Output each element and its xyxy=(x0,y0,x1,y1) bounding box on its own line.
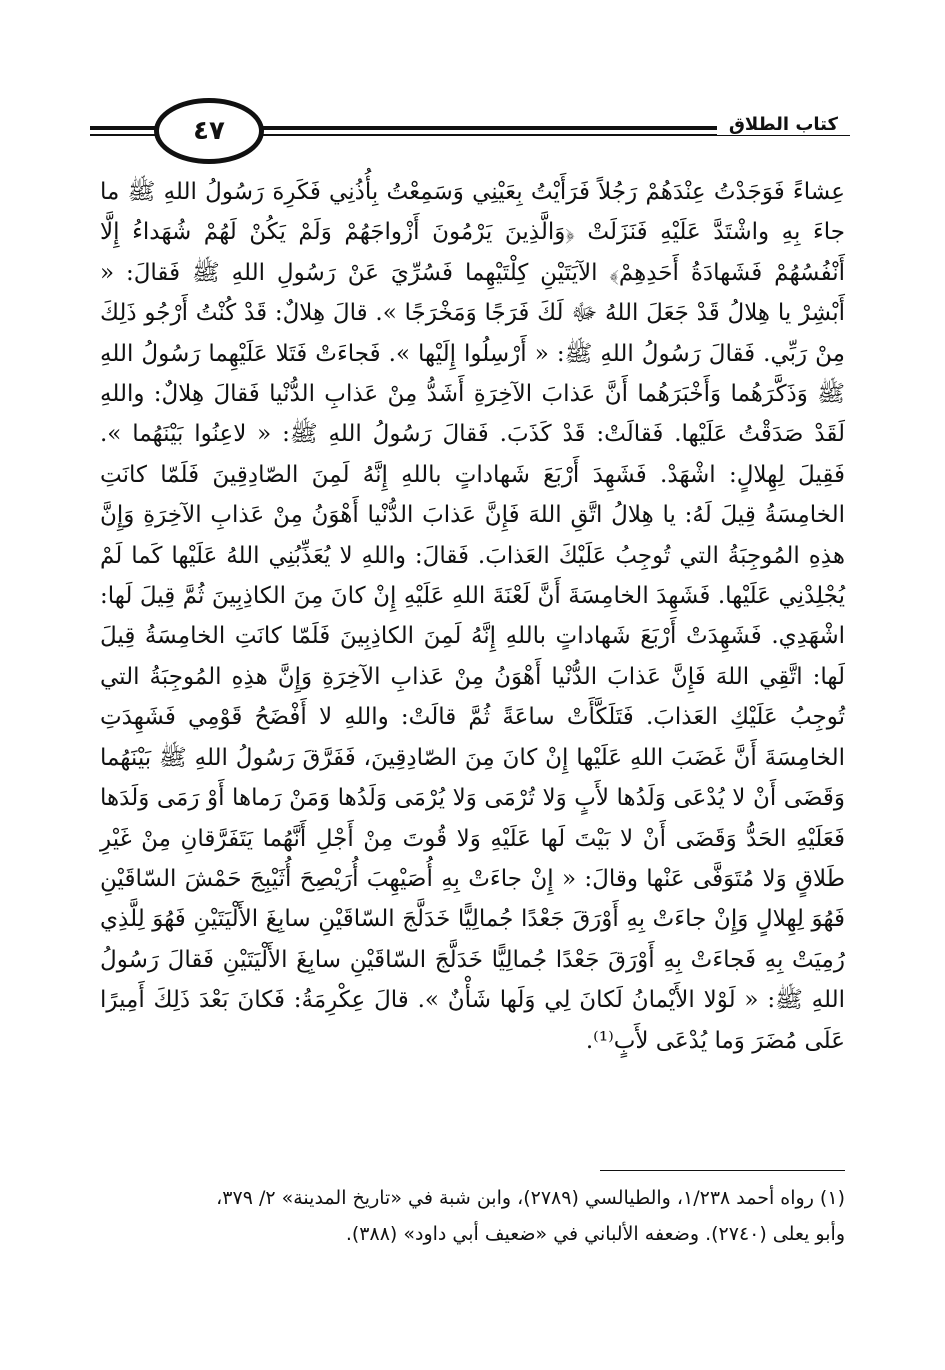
book-title: كتاب الطلاق xyxy=(717,114,850,135)
main-text-block xyxy=(100,172,845,1061)
page-number-oval xyxy=(154,98,264,164)
footnotes xyxy=(100,1180,845,1252)
page-number: ٤٧ xyxy=(193,116,225,146)
footnote-divider xyxy=(600,1170,845,1171)
page-header xyxy=(90,96,850,166)
footnote-line-2: وأبو يعلى (٢٧٤٠). وضعفه الألباني في «ضعيف أبي داود» (٣٨٨). xyxy=(345,1223,845,1245)
body-paragraph: عِشاءً فَوَجَدْتُ عِنْدَهُمْ رَجُلاً فَرَأَيْتُ بِعَيْنِي وَسَمِعْتُ بِأُذُنِي فَكَرِهَ رَسُولُ اللهِ ﷺ ما جاءَ بِهِ واشْتَدَّ عَلَيْهِ فَنَزَلَتْ ﴿وَالَّذِينَ يَرْمُونَ أَزْواجَهُمْ وَلَمْ يَكُنْ لَهُمْ شُهَداءُ إِلَّا أَنْفُسُهُمْ فَشَهادَةُ أَحَدِهِمْ﴾ الآيَتَيْنِ كِلْتَيْهِما فَسُرِّيَ عَنْ رَسُولِ اللهِ ﷺ فَقالَ: « أَبْشِرْ يا هِلالُ قَدْ جَعَلَ اللهُ ﷻ لَكَ فَرَجًا وَمَخْرَجًا ». قالَ هِلالٌ: قَدْ كُنْتُ أَرْجُو ذَلِكَ مِنْ رَبِّي. فَقالَ رَسُولُ اللهِ ﷺ: « أَرْسِلُوا إِلَيْها ». فَجاءَتْ فَتَلا عَلَيْهِما رَسُولُ اللهِ ﷺ وَذَكَّرَهُما وَأَخْبَرَهُما أَنَّ عَذابَ الآخِرَةِ أَشَدُّ مِنْ عَذابِ الدُّنْيا فَقالَ هِلالٌ: واللهِ لَقَدْ صَدَقْتُ عَلَيْها. فَقالَتْ: قَدْ كَذَبَ. فَقالَ رَسُولُ اللهِ ﷺ: « لاعِنُوا بَيْنَهُما ». فَقِيلَ لِهِلالٍ: اشْهَدْ. فَشَهِدَ أَرْبَعَ شَهاداتٍ باللهِ إِنَّهُ لَمِنَ الصّادِقِينَ فَلَمّا كانَتِ الخامِسَةُ قِيلَ لَهُ: يا هِلالُ اتَّقِ اللهَ فَإِنَّ عَذابَ الدُّنْيا أَهْوَنُ مِنْ عَذابِ الآخِرَةِ وَإِنَّ هذِهِ المُوجِبَةُ التي تُوجِبُ عَلَيْكَ العَذابَ. فَقالَ: واللهِ لا يُعَذِّبُنِي اللهُ عَلَيْها كَما لَمْ يُجْلِدْنِي عَلَيْها. فَشَهِدَ الخامِسَةَ أَنَّ لَعْنَةَ اللهِ عَلَيْهِ إِنْ كانَ مِنَ الكاذِبِينَ ثُمَّ قِيلَ لَها: اشْهَدِي. فَشَهِدَتْ أَرْبَعَ شَهاداتٍ باللهِ إِنَّهُ لَمِنَ الكاذِبِينَ فَلَمّا كانَتِ الخامِسَةُ قِيلَ لَها: اتَّقِي اللهَ فَإِنَّ عَذابَ الدُّنْيا أَهْوَنُ مِنْ عَذابِ الآخِرَةِ وَإِنَّ هذِهِ المُوجِبَةُ التي تُوجِبُ عَلَيْكِ العَذابَ. فَتَلَكَّأَتْ ساعَةً ثُمَّ قالَتْ: واللهِ لا أَفْضَحُ قَوْمِي فَشَهِدَتِ الخامِسَةَ أَنَّ غَضَبَ اللهِ عَلَيْها إِنْ كانَ مِنَ الصّادِقِينَ، فَفَرَّقَ رَسُولُ اللهِ ﷺ بَيْنَهُما وَقَضَى أَنْ لا يُدْعَى وَلَدُها لأَبٍ وَلا تُرْمَى وَلا يُرْمَى وَلَدُها وَمَنْ رَماها أَوْ رَمَى وَلَدَها فَعَلَيْهِ الحَدُّ وَقَضَى أَنْ لا بَيْتَ لَها عَلَيْهِ وَلا قُوتَ مِنْ أَجْلِ أَنَّهُما يَتَفَرَّقانِ مِنْ غَيْرِ طَلاقٍ وَلا مُتَوَفَّى عَنْها وقالَ: « إِنْ جاءَتْ بِهِ أُصَيْهِبَ أُرَيْصِحَ أُثَيْبِجَ حَمْشَ السّاقَيْنِ فَهُوَ لِهِلالٍ وَإِنْ جاءَتْ بِهِ أَوْرَقَ جَعْدًا جُمالِيًّا خَدَلَّجَ السّاقَيْنِ سابِغَ الأَلْيَتَيْنِ فَهُوَ لِلَّذِي رُمِيَتْ بِهِ فَجاءَتْ بِهِ أَوْرَقَ جَعْدًا جُمالِيًّا خَدَلَّجَ السّاقَيْنِ سابِغَ الأَلْيَتَيْنِ فَقالَ رَسُولُ اللهِ ﷺ: « لَوْلا الأَيْمانُ لَكانَ لِي وَلَها شَأْنٌ ». قالَ عِكْرِمَةُ: فَكانَ بَعْدَ ذَلِكَ أَمِيرًا عَلَى مُضَرَ وَما يُدْعَى لأَبٍ⁽¹⁾. xyxy=(100,179,845,1054)
footnote-line-1: (١) رواه أحمد ١/٢٣٨، والطيالسي (٢٧٨٩)، وابن شبة في «تاريخ المدينة» ٢/ ٣٧٩، xyxy=(216,1187,845,1209)
